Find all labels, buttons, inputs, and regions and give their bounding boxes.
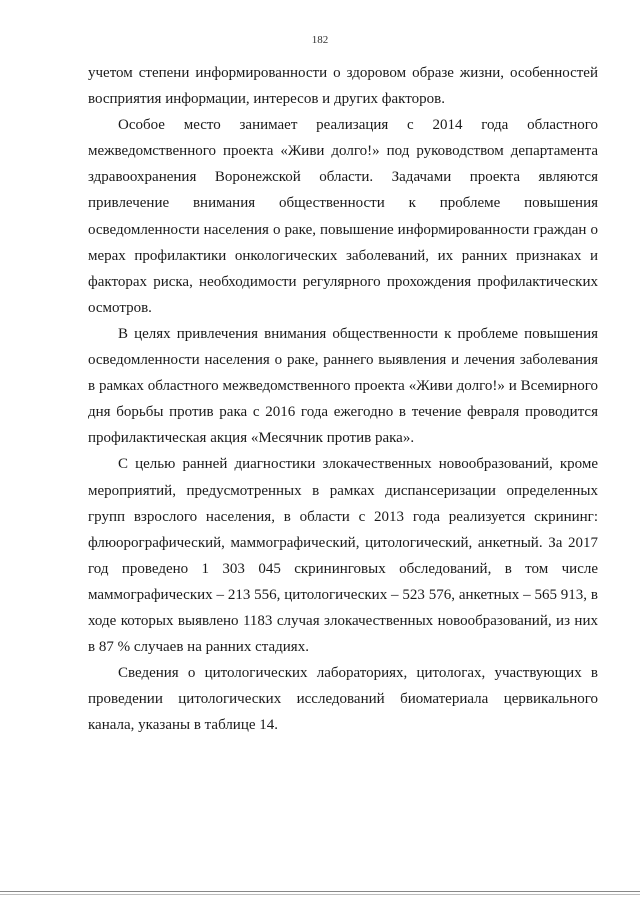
bottom-scan-edge (0, 891, 640, 892)
paragraph-cancer-month: В целях привлечения внимания общественности к проблеме повышения осведомленности населения о раке, раннего выявления и лечения заболевания в рамках областного межведомственного проекта «Живи долго!» и Всемирного дня борьбы против рака с 2016 года ежегодно в течение февраля проводится профилактическая акция «Месячник против рака». (88, 325, 598, 447)
document-body (88, 60, 598, 738)
paragraph-project-live-long: Особое место занимает реализация с 2014 года областного межведомственного проекта «Живи долго!» под руководством департамента здравоохранения Воронежской области. Задачами проекта являются привлечение внимания общественности к проблеме повышения осведомленности населения о раке, повышение информированности граждан о мерах профилактики онкологических заболеваний, их ранних признаках и факторах риска, необходимости регулярного прохождения профилактических осмотров. (88, 117, 598, 316)
bottom-scan-edge-secondary (0, 894, 640, 895)
paragraph-screening: С целью ранней диагностики злокачественных новообразований, кроме мероприятий, предусмотренных в рамках диспансеризации определенных групп взрослого населения, в области с 2013 года реализуется скрининг: флюорографический, маммографический, цитологический, анкетный. За 2017 год проведено 1 303 045 скрининговых обследований, в том числе маммографических – 213 556, цитологических – 523 576, анкетных – 565 913, в ходе которых выявлено 1183 случая злокачественных новообразований, из них в 87 % случаев на ранних стадиях. (88, 456, 598, 656)
paragraph-cytology-labs: Сведения о цитологических лабораториях, цитологах, участвующих в проведении цитологических исследований биоматериала цервикального канала, указаны в таблице 14. (88, 665, 598, 734)
paragraph-continuation: учетом степени информированности о здоровом образе жизни, особенностей восприятия информации, интересов и других факторов. (88, 65, 598, 108)
page-number: 182 (311, 34, 329, 46)
